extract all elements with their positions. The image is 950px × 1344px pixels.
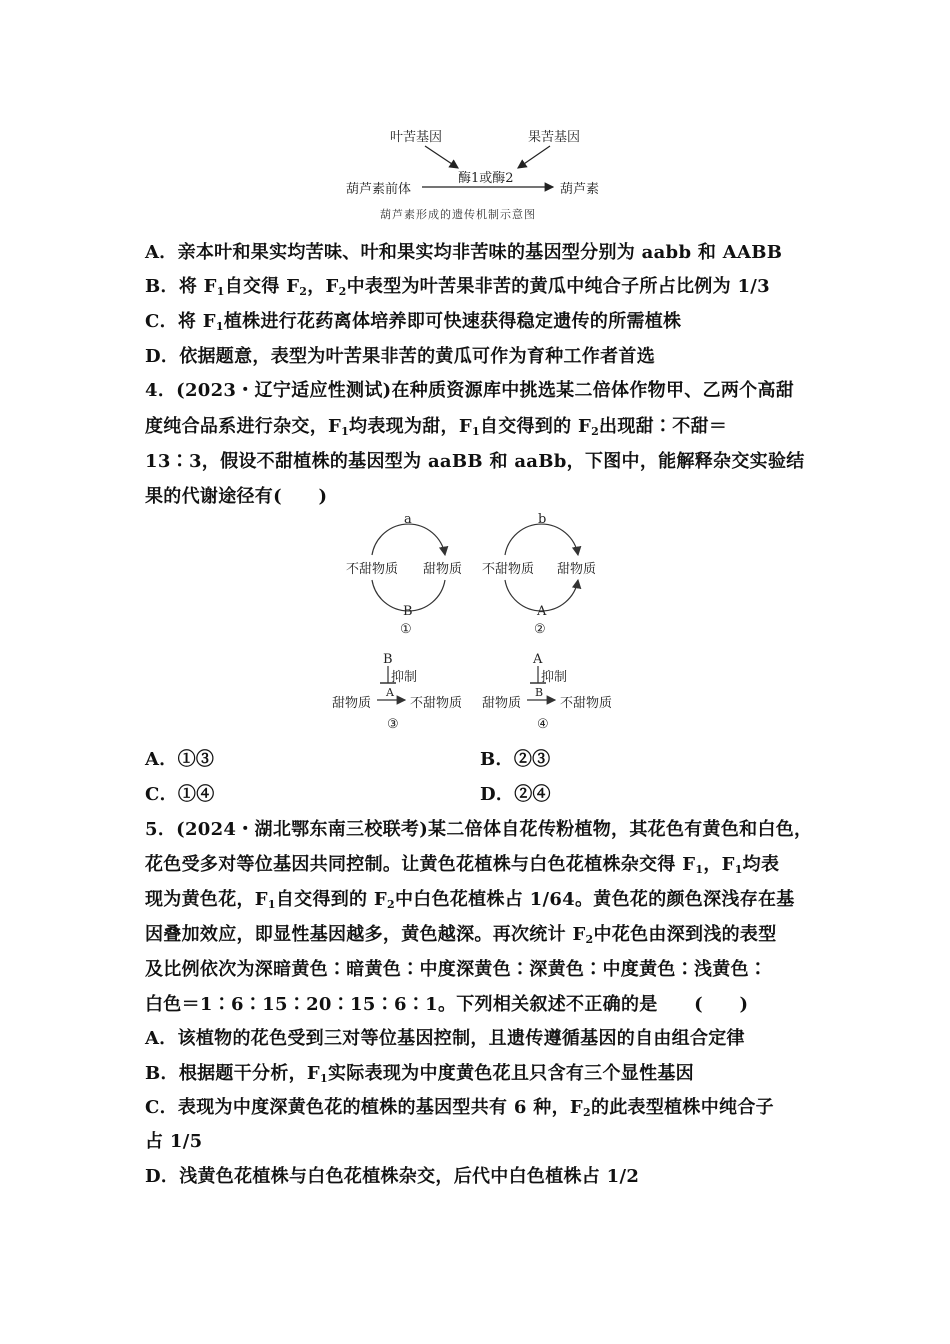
q3-option-b: B．将 $F_1$自交得 $F_2$，$F_2$中表型为叶苦果非苦的黄瓜中纯合子所占比例为 1/3 xyxy=(145,276,770,298)
pathway2-right-label: 甜物质 xyxy=(557,562,597,577)
pathway3-left-label: 甜物质 xyxy=(332,696,372,711)
q5-option-d: D．浅黄色花植株与白色花植株杂交，后代中白色植株占 1/2 xyxy=(145,1166,640,1187)
figure-caption: 葫芦素形成的遗传机制示意图 xyxy=(380,208,536,221)
pathway4-left-label: 甜物质 xyxy=(482,696,522,711)
pathway4-right-label: 不甜物质 xyxy=(560,696,613,711)
q4-stem-line2: 度纯合品系进行杂交，$F_1$均表现为甜，$F_1$自交得到的 $F_2$出现甜∶不甜＝ xyxy=(145,416,728,438)
pathway2-number: ② xyxy=(534,622,546,637)
q4-stem-line1: 4．(2023・辽宁适应性测试)在种质资源库中挑选某二倍体作物甲、乙两个高甜 xyxy=(145,380,795,401)
q4-option-c: C．①④ xyxy=(145,784,215,805)
q4-option-b: B．②③ xyxy=(480,749,551,770)
q5-stem-line4: 因叠加效应，即显性基因越多，黄色越深。再次统计 $F_2$中花色由深到浅的表型 xyxy=(145,924,777,946)
q4-option-d: D．②④ xyxy=(480,784,551,805)
pathway4-inhibit-label: 抑制 xyxy=(541,670,568,685)
enzyme-label: 酶1或酶2 xyxy=(458,171,514,186)
q5-option-a: A．该植物的花色受到三对等位基因控制，且遗传遵循基因的自由组合定律 xyxy=(145,1028,745,1049)
pathway1-top-arc xyxy=(372,524,445,555)
pathway4-number: ④ xyxy=(537,717,549,732)
q5-stem-line5: 及比例依次为深暗黄色∶暗黄色∶中度深黄色∶深黄色∶中度黄色∶浅黄色∶ xyxy=(145,959,768,980)
fruit-bitter-gene-label: 果苦基因 xyxy=(528,130,581,145)
q3-option-d: D．依据题意，表型为叶苦果非苦的黄瓜可作为育种工作者首选 xyxy=(145,346,656,367)
pathway2-top-label: b xyxy=(538,512,547,527)
precursor-label: 葫芦素前体 xyxy=(346,182,412,197)
q4-option-a: A．①③ xyxy=(145,749,215,770)
pathway3-enzyme-label: A xyxy=(386,686,394,699)
q3-option-c: C．将 $F_1$植株进行花药离体培养即可快速获得稳定遗传的所需植株 xyxy=(145,311,682,333)
q5-stem-line6: 白色＝1∶6∶15∶20∶15∶6∶1。下列相关叙述不正确的是 ( ) xyxy=(145,994,749,1015)
pathway3-number: ③ xyxy=(387,717,399,732)
q5-option-c: C．表现为中度深黄色花的植株的基因型共有 6 种，$F_2$的此表型植株中纯合子 xyxy=(145,1097,774,1119)
product-label: 葫芦素 xyxy=(560,182,600,197)
q5-stem-line3: 现为黄色花，$F_1$自交得到的 $F_2$中白色花植株占 1/64。黄色花的颜色深浅存在基 xyxy=(145,889,795,911)
q4-stem-line3: 13∶3，假设不甜植株的基因型为 aaBB 和 aaBb，下图中，能解释杂交实验结 xyxy=(145,451,805,472)
q4-stem-line4: 果的代谢途径有( ) xyxy=(145,486,328,507)
leaf-bitter-gene-label: 叶苦基因 xyxy=(390,130,443,145)
q3-option-a: A．亲本叶和果实均苦味、叶和果实均非苦味的基因型分别为 aabb 和 AABB xyxy=(145,242,783,263)
q5-option-b: B．根据题干分析，$F_1$实际表现为中度黄色花且只含有三个显性基因 xyxy=(145,1063,694,1085)
pathway3-right-label: 不甜物质 xyxy=(410,696,463,711)
pathway4-enzyme-label: B xyxy=(535,686,544,699)
pathway4-top-label: A xyxy=(533,652,543,667)
pathway3-inhibit-label: 抑制 xyxy=(391,670,418,685)
pathway1-bottom-label: B xyxy=(403,604,413,619)
pathway2-bottom-label: A xyxy=(537,604,547,619)
pathway3-top-label: B xyxy=(383,652,393,667)
pathway1-right-label: 甜物质 xyxy=(423,562,463,577)
pathway1-number: ① xyxy=(400,622,412,637)
pathway1-left-label: 不甜物质 xyxy=(346,562,399,577)
q5-option-c-cont: 占 1/5 xyxy=(145,1131,203,1152)
pathway2-top-arc xyxy=(505,524,578,555)
pathway1-top-label: a xyxy=(404,512,412,527)
pathway2-left-label: 不甜物质 xyxy=(482,562,535,577)
q5-stem-line1: 5．(2024・湖北鄂东南三校联考)某二倍体自花传粉植物，其花色有黄色和白色， xyxy=(145,819,813,840)
q5-stem-line2: 花色受多对等位基因共同控制。让黄色花植株与白色花植株杂交得 $F_1$，$F_1$均表 xyxy=(145,854,780,876)
